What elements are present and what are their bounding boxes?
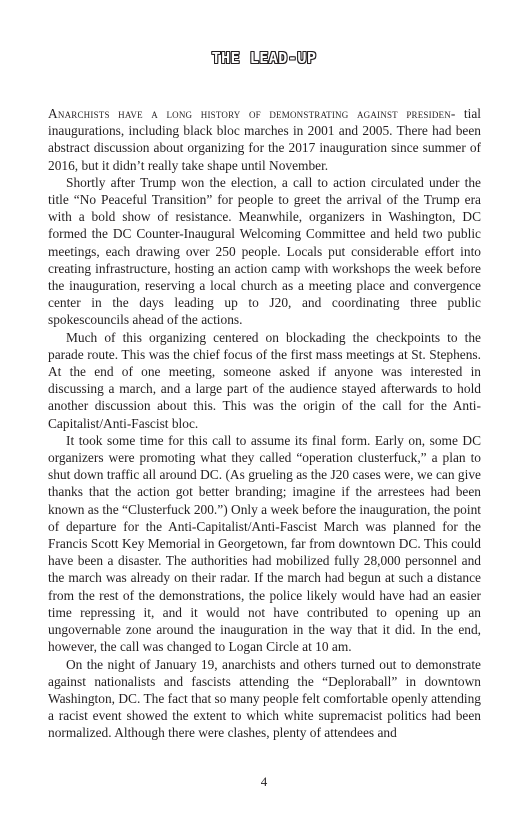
paragraph-text: tial inaugurations, including black bloc marches in 2001 and 2005. There had been abstract discussion about organizing for the 2017 inauguration since summer of 2016, but it didn’t really take shape until November. bbox=[48, 106, 481, 173]
paragraph: Shortly after Trump won the election, a call to action circulated under the title “No Peaceful Transition” for people to greet the arrival of the Trump era with a bold show of resistance. Meanwhile, organizers in Washington, DC formed the DC Counter-Inaugural Welcoming Committee and held two public meetings, each drawing over 250 people. Locals put considerable effort into creating infrastructure, hosting an action camp with workshops the week before the inauguration, reserving a local church as a meeting place and convergence center in the days leading up to J20, and coordinating three public spokescouncils ahead of the actions. bbox=[48, 174, 481, 328]
paragraph-lead: Anarchists have a long history of demonstrating against presiden- bbox=[48, 106, 456, 121]
paragraph: It took some time for this call to assume its final form. Early on, some DC organizers were promoting what they called “operation clusterfuck,” a plan to shut down traffic all around DC. (As grueling as the J20 cases were, we can give thanks that the action got better branding; imagine if the arrestees had been known as the “Clusterfuck 200.”) Only a week before the inauguration, the point of departure for the Anti-Capitalist/Anti-Fascist March was planned for the Francis Scott Key Memorial in Georgetown, far from downtown DC. This could have been a disaster. The authorities had mobilized fully 28,000 personnel and the march was already on their radar. If the march had begun at such a distance from the rest of the demonstrations, the police likely would have had an easier time repressing it, and it would not have contributed to opening up an ungovernable zone around the inauguration in the way that it did. In the end, however, the call was changed to Logan Circle at 10 am. bbox=[48, 432, 481, 655]
body-text bbox=[48, 105, 481, 742]
paragraph bbox=[48, 105, 481, 174]
page-title: THE LEAD-UP bbox=[211, 49, 317, 67]
paragraph: On the night of January 19, anarchists and others turned out to demonstrate against nationalists and fascists attending the “Deploraball” in downtown Washington, DC. The fact that so many people felt comfortable openly attending a racist event showed the extent to which white supremacist politics had been normalized. Although there were clashes, plenty of attendees and bbox=[48, 656, 481, 741]
page-number: 4 bbox=[260, 774, 268, 789]
paragraph: Much of this organizing centered on blockading the checkpoints to the parade route. This was the chief focus of the first mass meetings at St. Stephens. At the end of one meeting, someone asked if anyone was interested in discussing a march, and a large part of the audience stayed afterwards to hold another discussion about this. This was the origin of the call for the Anti-Capitalist/Anti-Fascist bloc. bbox=[48, 329, 481, 431]
